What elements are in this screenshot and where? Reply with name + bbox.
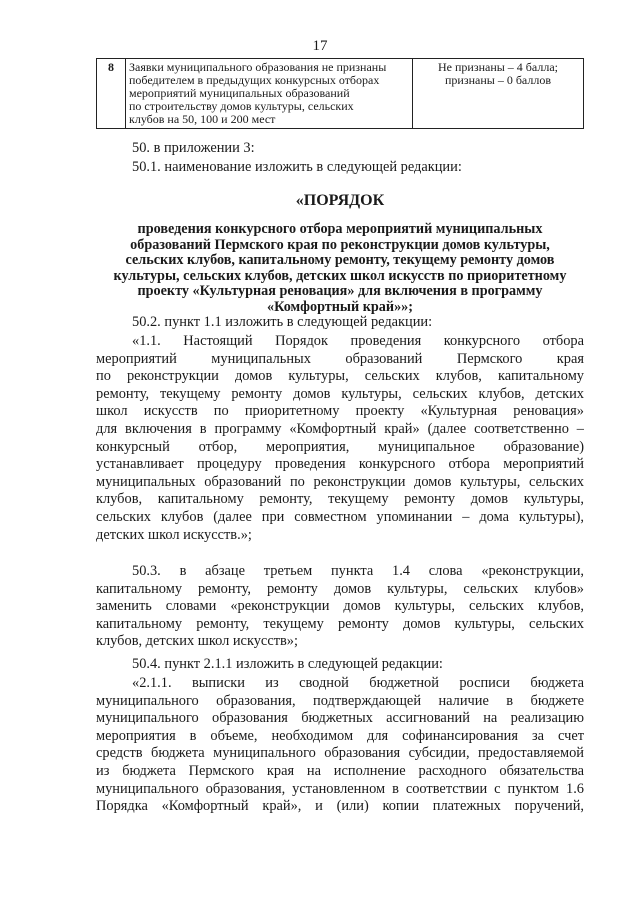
paragraph-50-2 [96,314,584,332]
paragraph-line: сельских клубов (далее при совместном упоминании – дома культуры), [96,508,584,525]
paragraph-line: мероприятий муниципальных образований Пермского края [96,350,584,367]
paragraph-50 [96,140,584,158]
paragraph-line: клубов, детских школ искусств»; [96,633,298,650]
paragraph-line: детских школ искусств.»; [96,526,252,543]
heading-line: сельских клубов, капитальному ремонту, текущему ремонту домов [125,252,555,269]
paragraph-line: мероприятия в объеме, необходимом для софинансирования за счет [96,727,584,744]
paragraph-50-1 [96,159,584,177]
description-line: Заявки муниципального образования не признаны [129,60,387,74]
paragraph-line: из бюджета Пермского края на исполнение расходного обязательства [96,762,584,779]
paragraph-line: «1.1. Настоящий Порядок проведения конкурсного отбора [132,333,584,349]
paragraph-line: 50.3. в абзаце третьем пункта 1.4 слова «реконструкции, [132,563,584,579]
description-line: мероприятий муниципальных образований [129,86,350,100]
paragraph-line: 50.2. пункт 1.1 изложить в следующей редакции: [132,314,433,330]
heading-line: проведения конкурсного отбора мероприятий муниципальных [137,221,543,237]
paragraph-line: муниципального образования, установленном в соответствии с пунктом 1.6 [96,780,584,797]
paragraph-2-1-1 [96,675,584,816]
paragraph-50-4 [96,656,584,674]
description-line: по строительству домов культуры, сельских [129,99,354,113]
paragraph-line: заменить словами «реконструкции домов культуры, сельских клубов, [96,598,584,615]
paragraph-line: ремонту, текущему ремонту домов культуры, сельских клубов, детских [96,385,584,402]
criterion-description [126,59,413,129]
score-line: признаны – 0 баллов [445,73,551,87]
paragraph-line: капитальному ремонту, текущему ремонту домов культуры, сельских [96,615,584,632]
table-row [97,59,584,129]
paragraph-line: муниципальных образований по реконструкции домов культуры, сельских [96,473,584,490]
paragraph-line: муниципального образования бюджетных ассигнований на реализацию [96,710,584,727]
heading-line: образований Пермского края по реконструкции домов культуры, [130,236,550,253]
paragraph-line: конкурсный отбор, мероприятия, муниципальное образование) [96,438,584,455]
paragraph-line: 50.1. наименование изложить в следующей редакции: [132,159,462,175]
paragraph-line: Порядка «Комфортный край», и (или) копии платежных поручений, [96,798,584,815]
paragraph-line: устанавливает процедуру проведения конкурсного отбора мероприятий [96,456,584,473]
heading-line: «Комфортный край»»; [267,298,413,315]
paragraph-line: капитальному ремонту, ремонту домов культуры, сельских клубов» [96,580,584,597]
paragraph-line: клубов, капитальному ремонту, текущему ремонту домов культуры, [96,491,584,508]
row-number: 8 [97,59,126,129]
heading-line: культуры, сельских клубов, детских школ искусств по приоритетному [113,267,567,284]
description-line: победителем в предыдущих конкурсных отборах [129,73,380,87]
paragraph-line: по реконструкции домов культуры, сельских клубов, капитальному [96,368,584,385]
score-line: Не признаны – 4 балла; [438,60,558,74]
paragraph-line: «2.1.1. выписки из сводной бюджетной росписи бюджета [132,675,584,691]
page-number: 17 [312,38,328,54]
order-heading [96,192,584,316]
criteria-table [96,58,584,129]
paragraph-line: 50. в приложении 3: [132,140,255,156]
paragraph-line: для включения в программу «Комфортный край» (далее соответственно – [96,420,584,437]
paragraph-line: 50.4. пункт 2.1.1 изложить в следующей редакции: [132,656,443,672]
criterion-score [413,59,584,129]
paragraph-1-1 [96,333,584,544]
paragraph-50-3 [96,563,584,651]
heading-title: «ПОРЯДОК [295,192,385,209]
paragraph-line: школ искусств по приоритетному проекту «Культурная реновация» [96,403,584,420]
paragraph-line: муниципального образования, подтверждающей наличие в бюджете [96,692,584,709]
heading-line: проекту «Культурная реновация» для включения в программу [137,283,543,300]
description-line: клубов на 50, 100 и 200 мест [129,112,276,126]
paragraph-line: средств бюджета муниципального образования субсидии, предоставляемой [96,745,584,762]
